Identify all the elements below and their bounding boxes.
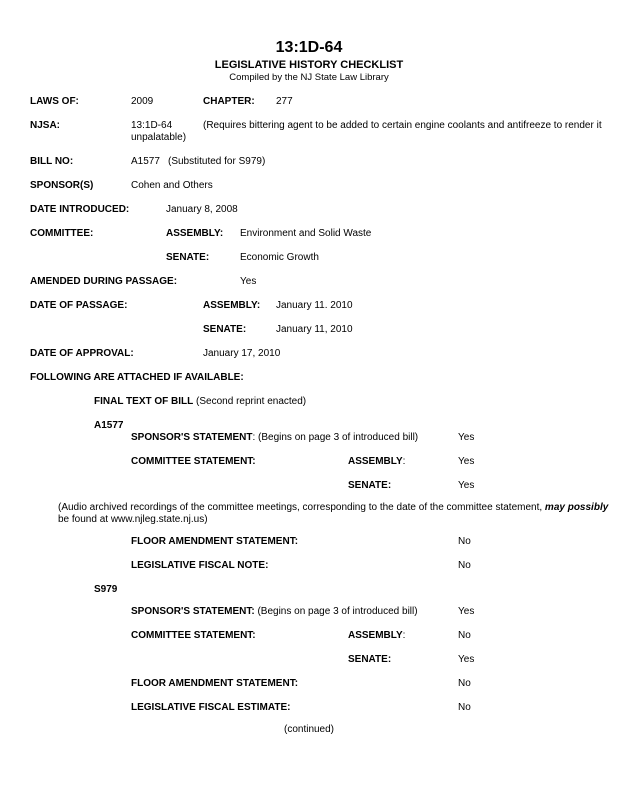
sponsor-label: SPONSOR(S): [30, 180, 94, 191]
a1577-floor-amendment-value: No: [458, 536, 471, 547]
audio-note-text: (Audio archived recordings of the committee meetings, corresponding to the date of the committee statement,: [58, 502, 545, 513]
s979-sponsor-statement-label: SPONSOR'S STATEMENT:: [131, 606, 255, 617]
a1577-senate-label: SENATE:: [348, 480, 392, 491]
final-text-label: FINAL TEXT OF BILL: [94, 396, 194, 407]
date-of-passage-label: DATE OF PASSAGE:: [30, 300, 128, 311]
amended-label: AMENDED DURING PASSAGE:: [30, 276, 178, 287]
sponsor-value: Cohen and Others: [131, 180, 213, 191]
s979-sponsor-statement-value: Yes: [458, 606, 475, 617]
s979-senate-label: SENATE:: [348, 654, 392, 665]
laws-of-value: 2009: [131, 96, 154, 107]
a1577-assembly-row: [348, 456, 405, 468]
date-introduced-label: DATE INTRODUCED:: [30, 204, 130, 215]
chapter-value: 277: [276, 96, 293, 107]
s979-floor-amendment-label: FLOOR AMENDMENT STATEMENT:: [131, 678, 299, 689]
a1577-assembly-label: ASSEMBLY: [348, 456, 403, 467]
a1577-sponsor-statement-note: : (Begins on page 3 of introduced bill): [252, 432, 419, 443]
final-text-row: [94, 396, 306, 408]
bill-no-label: BILL NO:: [30, 156, 74, 167]
njsa-description-line1: (Requires bittering agent to be added to certain engine coolants and antifreeze to render it: [203, 120, 602, 131]
njsa-description-line2: unpalatable): [131, 132, 187, 143]
page-subtitle: LEGISLATIVE HISTORY CHECKLIST: [214, 59, 404, 71]
date-of-approval-label: DATE OF APPROVAL:: [30, 348, 134, 359]
s979-sponsor-statement-row: [131, 606, 418, 618]
a1577-fiscal-note-label: LEGISLATIVE FISCAL NOTE:: [131, 560, 269, 571]
following-attached-label: FOLLOWING ARE ATTACHED IF AVAILABLE:: [30, 372, 244, 383]
audio-note-line2: be found at www.njleg.state.nj.us): [58, 514, 208, 525]
a1577-assembly-value: Yes: [458, 456, 475, 467]
s979-assembly-value: No: [458, 630, 471, 641]
s979-sponsor-statement-note: (Begins on page 3 of introduced bill): [254, 606, 418, 617]
bill-no-note: (Substituted for S979): [168, 156, 266, 167]
passage-senate-label: SENATE:: [203, 324, 247, 335]
a1577-floor-amendment-label: FLOOR AMENDMENT STATEMENT:: [131, 536, 299, 547]
a1577-sponsor-statement-label: SPONSOR'S STATEMENT: [131, 432, 253, 443]
njsa-value: 13:1D-64: [131, 120, 173, 131]
s979-senate-value: Yes: [458, 654, 475, 665]
continued-note: (continued): [283, 724, 335, 735]
committee-assembly-value: Environment and Solid Waste: [240, 228, 372, 239]
passage-assembly-label: ASSEMBLY:: [203, 300, 261, 311]
s979-committee-statement-label: COMMITTEE STATEMENT:: [131, 630, 256, 641]
njsa-label: NJSA:: [30, 120, 61, 131]
committee-label: COMMITTEE:: [30, 228, 94, 239]
final-text-note: (Second reprint enacted): [196, 396, 307, 407]
s979-assembly-colon: :: [402, 630, 406, 641]
s979-floor-amendment-value: No: [458, 678, 471, 689]
s979-fiscal-estimate-label: LEGISLATIVE FISCAL ESTIMATE:: [131, 702, 291, 713]
amended-value: Yes: [240, 276, 257, 287]
a1577-label: A1577: [94, 420, 124, 431]
compiled-by: Compiled by the NJ State Law Library: [229, 72, 389, 83]
committee-assembly-label: ASSEMBLY:: [166, 228, 224, 239]
chapter-label: CHAPTER:: [203, 96, 255, 107]
committee-senate-label: SENATE:: [166, 252, 210, 263]
audio-note-emphasis: may possibly: [544, 502, 609, 513]
committee-senate-value: Economic Growth: [240, 252, 319, 263]
date-introduced-value: January 8, 2008: [166, 204, 238, 215]
a1577-fiscal-note-value: No: [458, 560, 471, 571]
s979-label: S979: [94, 584, 118, 595]
a1577-sponsor-statement-row: [131, 432, 418, 444]
a1577-senate-value: Yes: [458, 480, 475, 491]
laws-of-label: LAWS OF:: [30, 96, 79, 107]
page-title: 13:1D-64: [275, 39, 343, 56]
s979-fiscal-estimate-value: No: [458, 702, 471, 713]
date-of-approval-value: January 17, 2010: [203, 348, 281, 359]
passage-senate-value: January 11, 2010: [276, 324, 353, 335]
a1577-assembly-colon: :: [402, 456, 406, 467]
audio-note-line1: [58, 502, 608, 514]
passage-assembly-value: January 11. 2010: [276, 300, 353, 311]
a1577-sponsor-statement-value: Yes: [458, 432, 475, 443]
a1577-committee-statement-label: COMMITTEE STATEMENT:: [131, 456, 256, 467]
bill-no-value: A1577: [131, 156, 160, 167]
s979-assembly-label: ASSEMBLY: [348, 630, 403, 641]
s979-assembly-row: [348, 630, 405, 642]
